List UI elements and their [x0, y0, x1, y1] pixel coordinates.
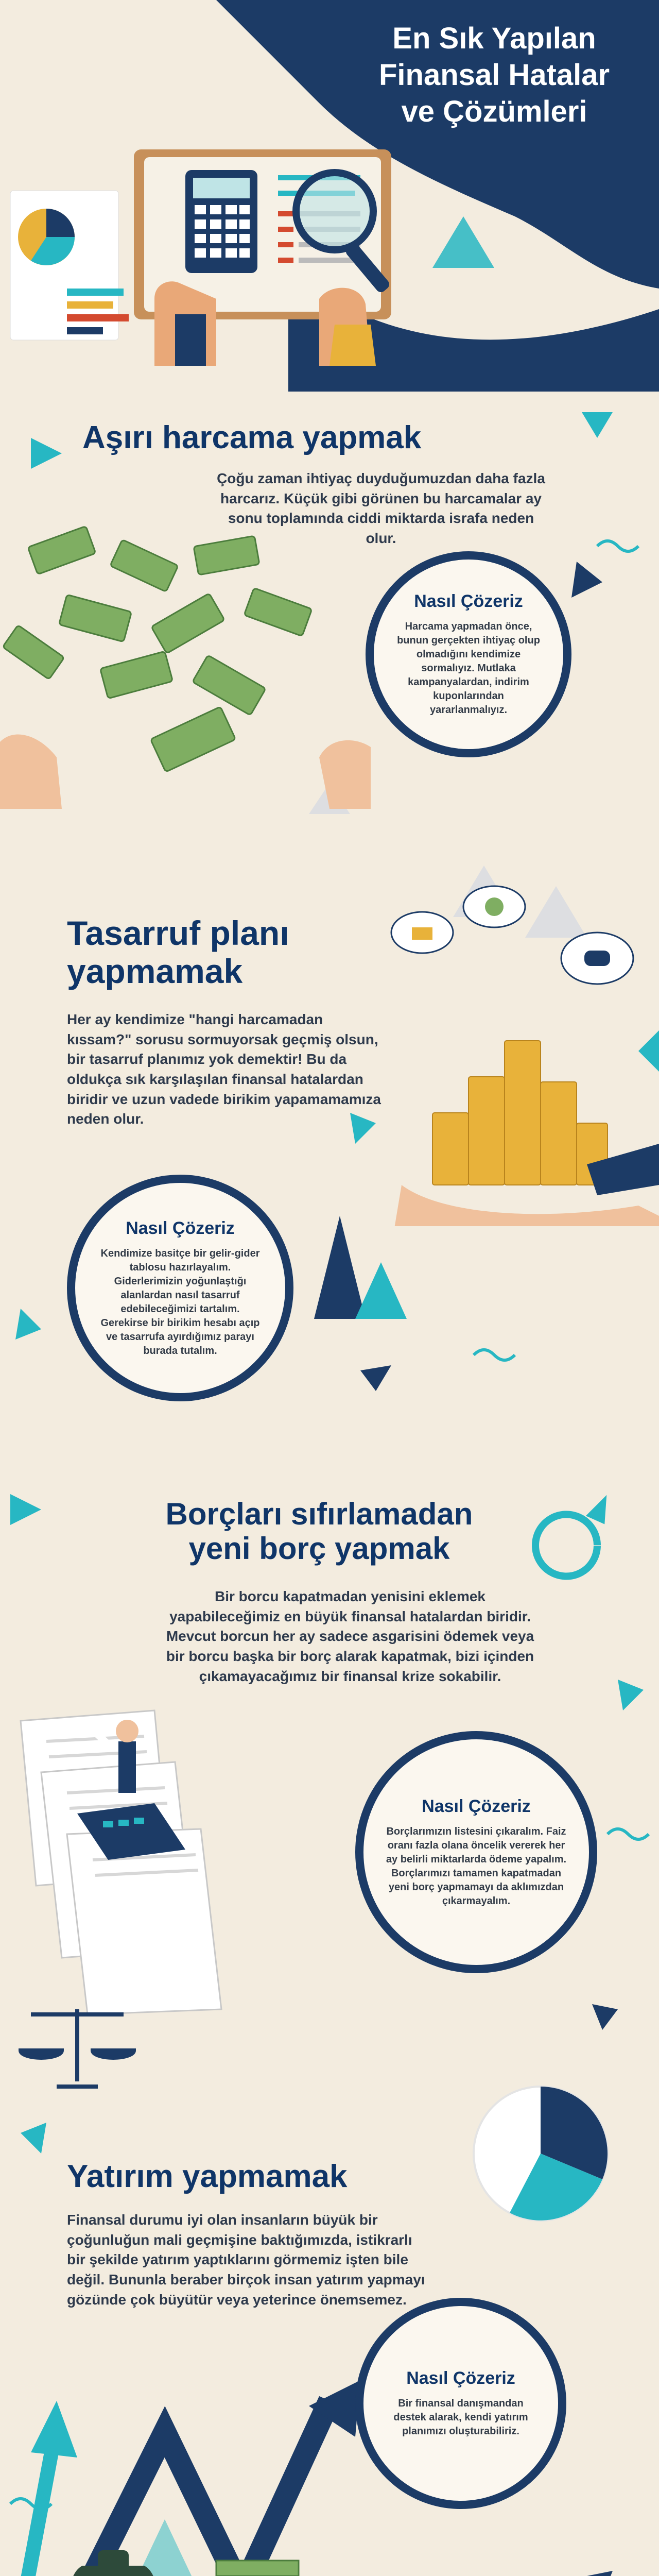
- section-3-heading: [93, 1497, 546, 1566]
- coins-on-hand-illustration: [371, 855, 659, 1226]
- section-2-heading-line-1: Tasarruf planı: [67, 914, 289, 952]
- flying-money-illustration: [0, 520, 371, 809]
- title-line-1: En Sık Yapılan: [392, 22, 596, 55]
- section-1: [0, 392, 659, 855]
- section-1-solution-title: Nasıl Çözeriz: [414, 591, 523, 611]
- title-line-3: ve Çözümleri: [401, 94, 587, 128]
- small-triangle-chart: [309, 1206, 412, 1329]
- section-3-solution-text: Borçlarımızın listesini çıkaralım. Faiz oranı fazla olana öncelik vererek her ay belirli miktarlarda ödeme yapalım. Borçlarımızı tamamen kapatmadan yeni borç yapmamayı da aklımızdan çıkarmayalım.: [386, 1825, 567, 1907]
- page-title: [355, 21, 633, 130]
- section-4-solution-text: Bir finansal danışmandan destek alarak, kendi yatırım planımızı oluşturabiliriz.: [393, 2398, 528, 2437]
- section-4-solution-title: Nasıl Çözeriz: [406, 2368, 515, 2388]
- section-2-heading: [67, 914, 289, 991]
- section-3-heading-line-1: Borçları sıfırlamadan: [165, 1497, 473, 1531]
- section-1-text: Çoğu zaman ihtiyaç duyduğumuzdan daha fazla harcarız. Küçük gibi görünen bu harcamalar ay sonu toplamında ciddi miktarda israfa neden olur.: [217, 470, 545, 546]
- section-2: [0, 855, 659, 1412]
- title-line-2: Finansal Hatalar: [378, 58, 610, 92]
- section-4-text: Finansal durumu iyi olan insanların büyük bir çoğunluğun mali geçmişine baktığımızda, istikrarlı bir şekilde yatırım yaptıklarını görmemiz işten bile değil. Bununla beraber birçok insan yatırım yapmayı gözünde çok büyütür veya yeterince önemsemez.: [67, 2212, 425, 2308]
- section-2-solution-circle: [67, 1175, 293, 1401]
- header-illustration: [0, 129, 422, 366]
- section-2-solution-text: Kendimize basitçe bir gelir-gider tablosu hazırlayalım. Giderlerimizin yoğunlaştığı alanlardan nasıl tasarruf edebileceğimizi tartalım. Gerekirse bir birikim hesabı açıp ve tasarrufa ayırdığımız parayı burada tutalım.: [100, 1247, 260, 1357]
- section-2-heading-line-2: yapmamak: [67, 952, 243, 990]
- section-1-heading: Aşırı harcama yapmak: [82, 420, 422, 455]
- section-3-solution-circle: [355, 1731, 597, 1973]
- section-2-text: Her ay kendimize "hangi harcamadan kıssam?" sorusu sormuyorsak geçmiş olsun, bir tasarruf planımız yok demektir! Bu da oldukça sık karşılaşılan finansal hatalardan biridir ve uzun vadede birikim yapamamamıza neden olur.: [67, 1011, 381, 1127]
- section-1-solution-text: Harcama yapmadan önce, bunun gerçekten ihtiyaç olup olmadığını kendimize sormalıyız. Mutlaka kampanyalardan, indirim kuponlarından yararlanmalıyız.: [397, 621, 540, 716]
- section-4-heading: Yatırım yapmamak: [67, 2159, 348, 2194]
- section-1-solution-circle: [366, 551, 571, 757]
- section-3-solution-title: Nasıl Çözeriz: [422, 1796, 531, 1816]
- section-4: [0, 2050, 659, 2576]
- section-3: [0, 1412, 659, 2050]
- section-3-heading-line-2: yeni borç yapmak: [188, 1531, 450, 1566]
- debt-receipts-illustration: [0, 1680, 319, 2102]
- section-3-text: Bir borcu kapatmadan yenisini eklemek yapabileceğimiz en büyük finansal hatalardan biridir. Mevcut borcun her ay sadece asgarisini ödemek veya bir borcu başka bir borç alarak kapatmak, bizi içinden çıkamayacağımız bir finansal krize sokabilir.: [166, 1588, 534, 1684]
- section-4-solution-circle: [355, 2298, 566, 2509]
- section-2-solution-title: Nasıl Çözeriz: [126, 1218, 235, 1238]
